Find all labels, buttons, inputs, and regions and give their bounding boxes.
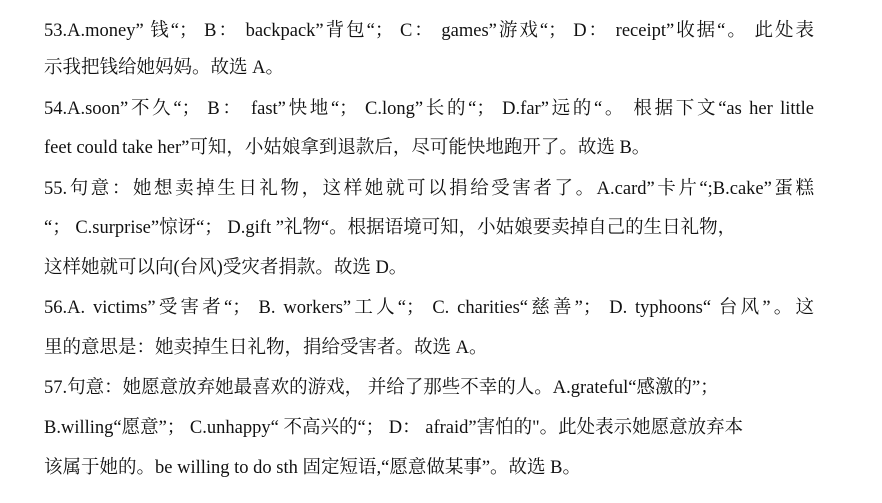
line-54a: 54.A.soon”不久“； B： fast”快地“； C.long”长的“； D.far”远的“。 根据下文“as her little (44, 99, 814, 119)
line-56b: 里的意思是：她卖掉生日礼物，捐给受害者。故选 A。 (44, 338, 488, 358)
line-55b: “； C.surprise”惊讶“； D.gift ”礼物“。根据语境可知，小姑娘要卖掉自己的生日礼物， (44, 218, 737, 238)
line-57a: 57.句意：她愿意放弃她最喜欢的游戏， 并给了那些不幸的人。A.grateful“感激的”； (44, 378, 719, 398)
line-53a: 53.A.money” 钱“； B： backpack”背包“； C： games”游戏“； D： receipt”收据“。 此处表 (44, 21, 814, 41)
line-54b: feet could take her”可知，小姑娘拿到退款后，尽可能快地跑开了。故选 B。 (44, 138, 651, 158)
line-55c: 这样她就可以向(台风)受灾者捐款。故选 D。 (44, 258, 408, 278)
line-53b: 示我把钱给她妈妈。故选 A。 (44, 58, 284, 78)
line-57b: B.willing“愿意”； C.unhappy“ 不高兴的“； D： afraid”害怕的"。此处表示她愿意放弃本 (44, 418, 744, 438)
line-57c: 该属于她的。be willing to do sth 固定短语,“愿意做某事”。故选 B。 (44, 458, 581, 478)
line-55a: 55.句意：她想卖掉生日礼物，这样她就可以捐给受害者了。A.card”卡片“;B.cake”蛋糕 (44, 179, 814, 199)
line-56a: 56.A. victims”受害者“； B. workers”工人“； C. charities“慈善”； D. typhoons“ 台风”。这 (44, 298, 814, 318)
